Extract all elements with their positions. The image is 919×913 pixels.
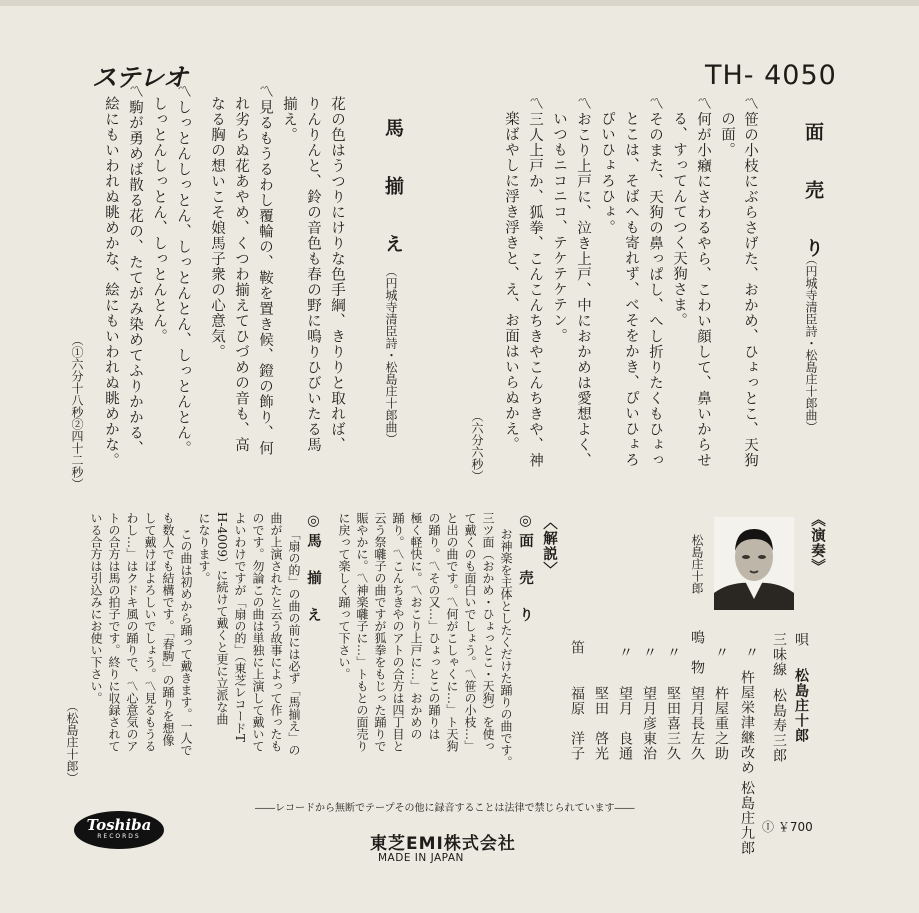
song1-lyric-line: 〽何が小癪にさわるやら、こわい顔して、鼻いからせ (695, 96, 711, 468)
catalog-number: TH- 4050 (705, 60, 837, 91)
section2-line: わし…」はクドキ風の踊りで、〽心意気のア (125, 512, 139, 752)
song2-title: 馬 揃 え (382, 118, 404, 263)
section2-title: ◎馬 揃 え (305, 512, 322, 626)
section1-line: 三ツ面（おかめ・ひょっとこ・天狗）を使っ (481, 512, 495, 752)
song2-lyric-line: しっとんしっとん、しっとんとん。 (151, 96, 167, 344)
commentary-heading: 〈解説〉 (541, 515, 558, 577)
song2-duration: （①六分十八秒②四十二秒） (70, 334, 84, 490)
performer-name: 望月長左久 (689, 686, 705, 761)
section1-line: 賑やかに。〽神楽囃子に…」トもとの面売り (355, 512, 369, 752)
performer-role: 〃 (743, 645, 759, 660)
section2-line: いる合方は引込みにお使い下さい。 (89, 512, 103, 704)
performer-name: 福原 洋子 (569, 686, 585, 761)
logo-text: Toshiba (86, 816, 152, 834)
section2-line: よいわけですが「扇の的」（東芝レコードT (233, 512, 247, 743)
logo-subtext: RECORDS (97, 833, 141, 840)
toshiba-records-logo (74, 811, 164, 849)
song1-lyric-line: 〽三人上戸か、狐拳、こんこんちきやこんちきや、神 (527, 96, 543, 468)
song2-lyric-line: 〽しっとんしっとん、しっとんとん、しっとんとん。 (175, 84, 191, 456)
section1-line: に戻って楽しく踊って下さい。 (337, 512, 351, 680)
song2-lyric-line: 〽見るもうるわし覆輪の、鞍を置き候、鐙の飾り、何 (257, 84, 273, 456)
song1-duration: （六分六秒） (470, 410, 484, 482)
section1-line: 極く軽快に。〽おこり上戸に…」おかめの (409, 512, 423, 740)
section1-line: て戴くのも面白いでしょう。〽笹の小枝…」 (463, 512, 477, 752)
performer-name: 松島寿三郎 (771, 688, 787, 763)
performer-role: 鳴 物 (689, 630, 705, 675)
performer-role: 〃 (713, 645, 729, 660)
performer-role: 〃 (665, 645, 681, 660)
section2-line: して戴けばよろしいでしょう。〽見るもうる (143, 512, 157, 752)
performer-name: 堅田喜三久 (665, 686, 681, 761)
song1-lyric-line: 〽おこり上戸に、泣き上戸、中におかめは愛想よく、 (575, 96, 591, 468)
song2-lyric-line: 揃え。 (281, 96, 297, 143)
photo-caption: 松島庄十郎 (690, 534, 704, 594)
section2-line: も数人でも結構です。「春駒」の踊りを想像 (161, 512, 175, 746)
section2-line: 曲が上演されたと云う故事によって作ったも (269, 512, 283, 752)
company-name: 東芝EMI株式会社 (370, 834, 516, 854)
made-in-japan: MADE IN JAPAN (378, 852, 464, 864)
performer-name: 松島庄十郎 (793, 668, 809, 743)
song2-lyric-line: りんりんと、鈴の音色も春の野に鳴りひびいたる馬 (305, 96, 321, 453)
section1-line: 云う祭囃子の曲ですが狐拳をもじった踊りで (373, 512, 387, 752)
copyright-notice: ――レコードから無断でテープその他に録音することは法律で禁じられています―― (255, 803, 635, 814)
song1-lyric-line: 〽そのまた、天狗の鼻っぱし、へし折りたくもひょっ (647, 96, 663, 468)
performer-role: 〃 (617, 645, 633, 660)
section1-title: ◎面 売 り (517, 512, 534, 626)
song2-lyric-line: れ劣らぬ花あやめ、くつわ揃えてひづめの音も、高 (233, 96, 249, 453)
section2-line: H-4009）に続けて戴くと更に立派な曲 (215, 512, 229, 726)
performer-role: 〃 (641, 645, 657, 660)
song1-lyric-line: ぴいひょろひょ。 (599, 111, 615, 235)
section2-line: トの合方は馬の拍子です。終りに収録されて (107, 512, 121, 752)
song2-lyric-line: なる胸の想いこそ娘馬子衆の心意気。 (209, 96, 225, 360)
sleeve-top-edge (0, 0, 919, 6)
price: Ⓘ ￥700 (762, 820, 813, 834)
song1-lyric-line: 楽ばやしに浮き浮きと、え、お面はいらぬかえ。 (503, 111, 519, 452)
performer-name: 杵屋重之助 (713, 686, 729, 761)
song1-lyric-line: とこは、そばへも寄れず、べそをかき、ぴいひょろ (623, 111, 639, 468)
section2-line: のです。勿論この曲は単独に上演して戴いて (251, 512, 265, 752)
section1-line: と出の曲です。〽何がこしゃくに…」ト天狗 (445, 512, 459, 752)
performer-role: 三味線 (771, 632, 787, 677)
performer-role: 唄 (793, 632, 809, 647)
song2-lyric-line: 絵にもいわれぬ眺めかな、絵にもいわれぬ眺めかな。 (103, 96, 119, 468)
commentary-author: （松島庄十郎） (65, 700, 79, 784)
performer-role: 笛 (569, 640, 585, 655)
performer-name: 望月 良通 (617, 686, 633, 761)
section1-line: 踊り。〽こんちきやのアトの合方は四丁目と (391, 512, 405, 752)
performers-heading: 《演奏》 (809, 512, 826, 574)
performer-name: 杵屋栄津継改め 松島庄九郎 (739, 670, 755, 856)
song1-lyric-line: の面。 (719, 111, 735, 158)
song2-lyric-line: 花の色はうつりにけりな色手綱、きりりと取れば、 (329, 96, 345, 453)
section1-line: の踊り。〽その又…」ひょっとこの踊りは (427, 512, 441, 740)
section2-line: この曲は初めから踊って戴きます。一人で (179, 528, 193, 756)
stereo-logo: ステレオ (92, 63, 188, 92)
song2-lyric-line: 〽駒が勇めば散る花の、たてがみ染めてふりかかる、 (127, 84, 143, 456)
section2-line: 「扇の的」の曲の前には必ず「馬揃え」の (287, 528, 301, 756)
section2-line: になります。 (197, 512, 211, 584)
song1-lyric-line: る、すってんてつく天狗さま。 (671, 111, 687, 328)
performer-photo (714, 517, 794, 610)
performer-name: 堅田 啓光 (593, 686, 609, 761)
portrait-image (714, 517, 794, 610)
section1-line: お神楽を主体としたくだけた踊りの曲です。 (499, 528, 513, 768)
song1-lyric-line: いつもニコニコ、テケテケテン。 (551, 111, 567, 344)
song2-credit: （円城寺清臣詩・松島庄十郎曲） (384, 265, 398, 445)
song1-title: 面 売 り (802, 122, 824, 267)
performer-name: 望月彦東治 (641, 686, 657, 761)
song1-credit: （円城寺清臣詩・松島庄十郎曲） (804, 253, 818, 433)
song1-lyric-line: 〽笹の小枝にぶらさげた、おかめ、ひょっとこ、天狗 (742, 96, 758, 468)
